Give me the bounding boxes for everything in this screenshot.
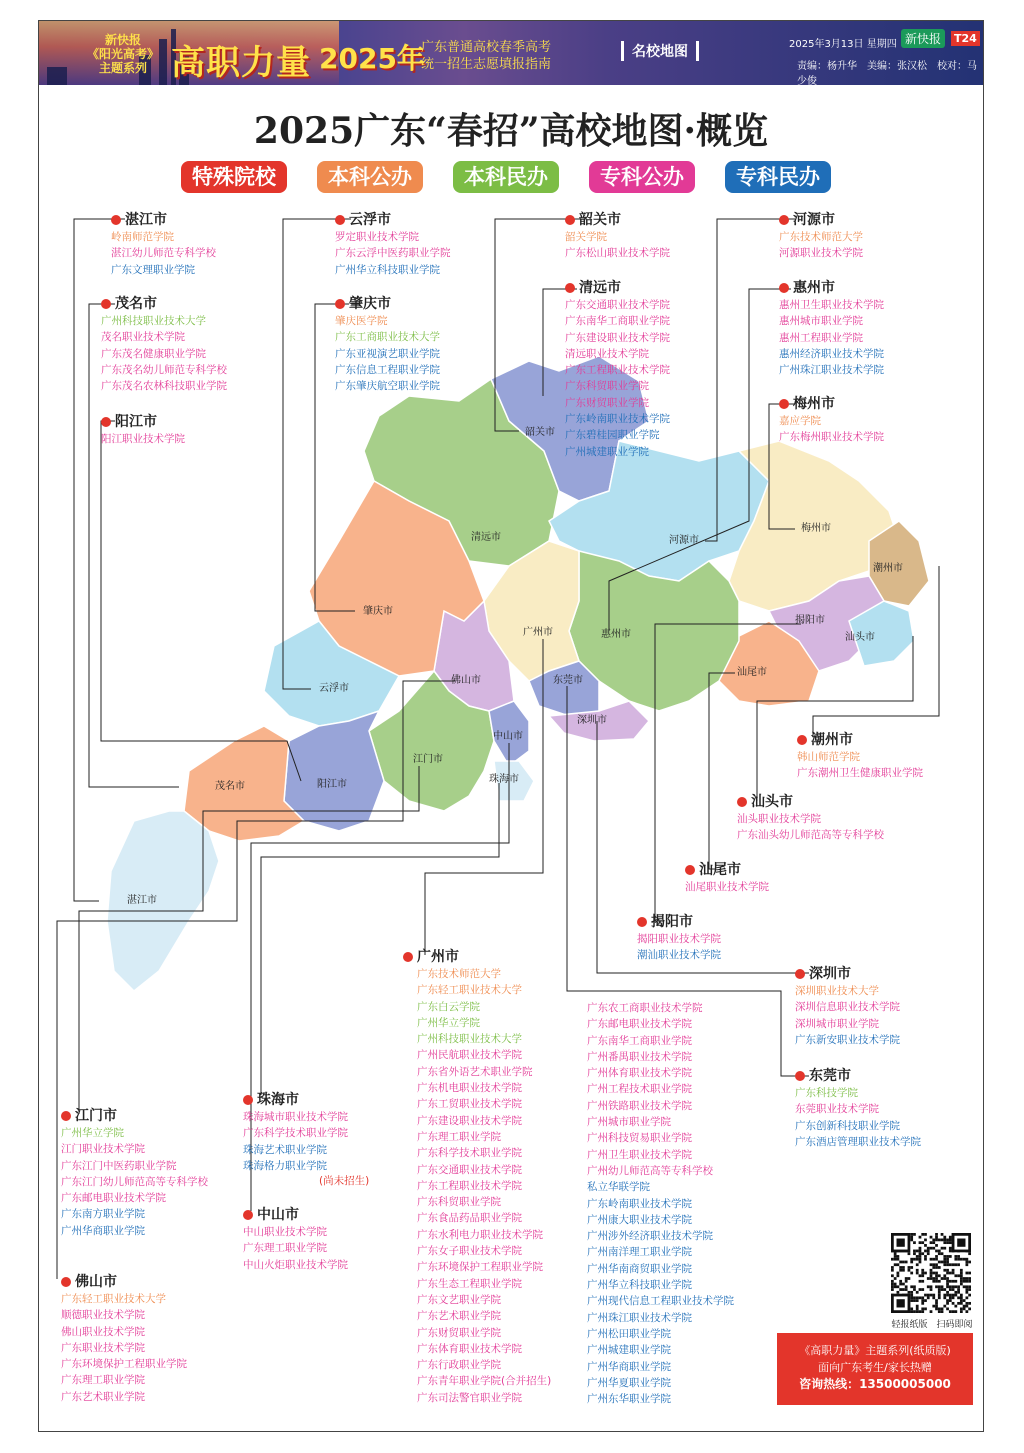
- school-item: 广州幼儿师范高等专科学校: [587, 1164, 713, 1177]
- school-item: 广东茂名农林科技职业学院: [101, 380, 227, 393]
- school-item: 广东碧桂园职业学院: [565, 429, 660, 442]
- school-item: 广州铁路职业技术学院: [587, 1099, 692, 1112]
- school-item: 广东茂名幼儿师范专科学校: [101, 363, 227, 376]
- school-item: 广东技术师范大学: [779, 231, 863, 243]
- school-item: 广州华立学院: [417, 1016, 480, 1029]
- masthead-subtitle: 广东普通高校春季高考 统一招生志愿填报指南: [421, 40, 552, 72]
- school-item: 广州华南商贸职业学院: [587, 1262, 692, 1275]
- school-item: 广东白云学院: [417, 1000, 480, 1013]
- school-item: 广东体育职业技术学院: [417, 1342, 522, 1355]
- city-name: 中山市: [241, 1206, 471, 1224]
- series-label: 新快报 《阳光高考》 主题系列: [86, 33, 159, 75]
- city-shanwei: [683, 861, 913, 895]
- school-item: 广州科技职业技术大学: [101, 315, 206, 327]
- region-zhanjiang: [107, 811, 219, 991]
- school-item: 广东潮州卫生健康职业学院: [797, 767, 923, 780]
- school-item: 广州华立学院: [61, 1127, 124, 1139]
- promo-box: [777, 1333, 973, 1405]
- school-item: 广东茂名健康职业学院: [101, 347, 206, 360]
- map-label-zhaoqing: 肇庆市: [363, 606, 393, 617]
- school-item: 惠州经济职业技术学院: [779, 347, 884, 360]
- school-item: 汕尾职业技术学院: [685, 881, 769, 893]
- school-item: 广东创新科技职业学院: [795, 1119, 900, 1132]
- school-item: 肇庆医学院: [335, 315, 388, 327]
- city-name: 揭阳市: [635, 913, 865, 931]
- school-item: 私立华联学院: [587, 1181, 650, 1194]
- city-name: 汕头市: [735, 793, 965, 811]
- school-item: 广东艺术职业学院: [61, 1390, 145, 1403]
- city-name: 肇庆市: [333, 295, 563, 313]
- school-item: 广东工贸职业技术学院: [417, 1098, 522, 1111]
- city-zhanjiang: [109, 211, 339, 278]
- school-item: 广东水利电力职业技术学院: [417, 1228, 543, 1241]
- city-foshan: [59, 1273, 289, 1405]
- school-item: 广州珠江职业技术学院: [779, 364, 884, 377]
- school-item: 深圳城市职业学院: [795, 1017, 879, 1030]
- legend-college-private: 专科民办: [725, 161, 831, 193]
- school-item: 韶关学院: [565, 231, 607, 243]
- city-name: 珠海市: [241, 1091, 471, 1109]
- school-item: 广东技术师范大学: [417, 968, 501, 980]
- school-item: 广州城建职业学院: [565, 445, 649, 458]
- city-heyuan: [777, 211, 984, 262]
- city-name: 广州市: [401, 948, 631, 966]
- city-name: 汕尾市: [683, 861, 913, 879]
- school-item: 广东江门幼儿师范高等专科学校: [61, 1175, 208, 1188]
- school-item: 珠海艺术职业学院: [243, 1143, 327, 1156]
- city-shenzhen: [793, 965, 984, 1048]
- school-item: 揭阳职业技术学院: [637, 933, 721, 945]
- school-item: 广州工程技术职业学院: [587, 1083, 692, 1096]
- school-item: 罗定职业技术学院: [335, 231, 419, 243]
- school-item: 广东生态工程职业学院: [417, 1277, 522, 1290]
- school-item: 广东环境保护工程职业学院: [417, 1261, 543, 1274]
- city-name: 惠州市: [777, 279, 984, 297]
- school-item: 惠州卫生职业技术学院: [779, 299, 884, 311]
- newspaper-page: [38, 20, 984, 1432]
- school-item: 广东江门中医药职业学院: [61, 1159, 177, 1172]
- school-item: 佛山职业技术学院: [61, 1325, 145, 1338]
- school-item: 清远职业技术学院: [565, 347, 649, 360]
- legend-college-public: 专科公办: [589, 161, 695, 193]
- school-item: 广东新安职业技术学院: [795, 1033, 900, 1046]
- school-item: 嘉应学院: [779, 415, 821, 427]
- map-label-jiangmen: 江门市: [413, 754, 443, 765]
- school-item: 广州南洋理工职业学院: [587, 1246, 692, 1259]
- promo-line1: 《高职力量》主题系列(纸质版): [799, 1344, 951, 1357]
- city-yunfu: [333, 211, 563, 278]
- school-item: 广东青年职业学院(合并招生): [417, 1375, 552, 1388]
- school-item: 广东交通职业技术学院: [417, 1163, 522, 1176]
- school-item: 广东酒店管理职业技术学院: [795, 1135, 921, 1148]
- school-item: 广东文艺职业学院: [417, 1293, 501, 1306]
- city-name: 河源市: [777, 211, 984, 229]
- school-item: 广州番禺职业技术学院: [587, 1050, 692, 1063]
- school-item: 广州体育职业技术学院: [587, 1067, 692, 1080]
- school-item: 湛江幼儿师范专科学校: [111, 247, 216, 260]
- school-item: 广东工商职业技术大学: [335, 331, 440, 344]
- school-item: 广东建设职业技术学院: [565, 331, 670, 344]
- school-item: 汕头职业技术学院: [737, 813, 821, 825]
- school-item: 韩山师范学院: [797, 751, 860, 763]
- school-item: 广东财贸职业学院: [565, 396, 649, 409]
- legend-undergrad-public: 本科公办: [317, 161, 423, 193]
- school-item: 广州康大职业技术学院: [587, 1213, 692, 1226]
- brand-year: 2025年: [319, 42, 425, 75]
- region-yangjiang: [284, 711, 384, 831]
- school-item: 广东工程职业技术学院: [417, 1179, 522, 1192]
- page-number: T24: [951, 31, 980, 46]
- qr-code[interactable]: [891, 1233, 971, 1313]
- school-item: 广东行政职业学院: [417, 1359, 501, 1372]
- school-item: 广东信息工程职业学院: [335, 363, 440, 376]
- map-label-heyuan: 河源市: [669, 535, 699, 546]
- school-item: 广东科技学院: [795, 1087, 858, 1099]
- school-item: 广东交通职业技术学院: [565, 299, 670, 311]
- issue-date: 2025年3月13日 星期四: [789, 39, 897, 50]
- map-label-shanwei: 汕尾市: [737, 667, 767, 678]
- school-item: 广州城市职业学院: [587, 1116, 671, 1129]
- map-label-dongguan: 东莞市: [553, 675, 583, 686]
- city-name: 潮州市: [795, 731, 984, 749]
- school-item: 广东南华工商职业学院: [565, 315, 670, 328]
- school-item: 广东松山职业技术学院: [565, 247, 670, 260]
- map-label-zhongshan: 中山市: [493, 731, 523, 742]
- school-item: 岭南师范学院: [111, 231, 174, 243]
- city-name: 东莞市: [793, 1067, 984, 1085]
- school-item: 中山火炬职业技术学院: [243, 1258, 348, 1271]
- school-item: 阳江职业技术学院: [101, 433, 185, 445]
- school-item: 广东艺术职业学院: [417, 1310, 501, 1323]
- city-zhaoqing: [333, 295, 563, 394]
- city-meizhou: [777, 395, 984, 446]
- school-item: 广州华立科技职业学院: [587, 1279, 692, 1292]
- school-item: 珠海城市职业技术学院: [243, 1111, 348, 1123]
- city-name: 茂名市: [99, 295, 329, 313]
- city-name: 佛山市: [59, 1273, 289, 1291]
- school-item: 广州卫生职业技术学院: [587, 1148, 692, 1161]
- school-item: 广东职业技术学院: [61, 1341, 145, 1354]
- page-title: 2025广东“春招”高校地图·概览: [253, 110, 769, 152]
- map-label-qingyuan: 清远市: [471, 532, 501, 543]
- map-label-zhanjiang: 湛江市: [127, 895, 157, 906]
- brand-title: 高职力量: [171, 43, 311, 83]
- school-item: 顺德职业技术学院: [61, 1309, 145, 1322]
- school-item: 广州科技贸易职业学院: [587, 1132, 692, 1145]
- school-item: 广东亚视演艺职业学院: [335, 347, 440, 360]
- school-item: 广州科技职业技术大学: [417, 1033, 522, 1046]
- school-item: 中山职业技术学院: [243, 1226, 327, 1238]
- school-item: 广州华商职业学院: [587, 1360, 671, 1373]
- school-item: 广东梅州职业技术学院: [779, 431, 884, 444]
- city-name: 梅州市: [777, 395, 984, 413]
- school-item: 广州华商职业学院: [61, 1224, 145, 1237]
- map-label-huizhou: 惠州市: [601, 629, 631, 640]
- city-name: 湛江市: [109, 211, 339, 229]
- school-item: 惠州工程职业学院: [779, 331, 863, 344]
- paper-logo: 新快报: [901, 29, 945, 48]
- map-label-foshan: 佛山市: [451, 675, 481, 686]
- map-label-chaozhou: 潮州市: [873, 563, 903, 574]
- school-item: 广州城建职业学院: [587, 1344, 671, 1357]
- city-name: 江门市: [59, 1107, 289, 1125]
- school-item: 惠州城市职业学院: [779, 315, 863, 328]
- school-item: 广东建设职业技术学院: [417, 1114, 522, 1127]
- school-item: 广东南方职业学院: [61, 1208, 145, 1221]
- school-item: 广州东华职业学院: [587, 1393, 671, 1406]
- city-qingyuan: [563, 279, 793, 460]
- school-item: 广州松田职业学院: [587, 1327, 671, 1340]
- school-item: 广东理工职业学院: [61, 1374, 145, 1387]
- guangzhou-list-col2: [587, 1000, 787, 1407]
- map-label-guangzhou: 广州市: [523, 627, 553, 638]
- school-item: 广东环境保护工程职业学院: [61, 1358, 187, 1371]
- school-item: 广东省外语艺术职业学院: [417, 1065, 533, 1078]
- zhuhai-note: (尚未招生): [319, 1175, 370, 1187]
- city-jiangmen: [59, 1107, 289, 1239]
- school-item: 广东司法警官职业学院: [417, 1391, 522, 1404]
- school-item: 河源职业技术学院: [779, 247, 863, 260]
- map-label-maoming: 茂名市: [215, 781, 245, 792]
- school-item: 广东食品药品职业学院: [417, 1212, 522, 1225]
- school-item: 广东南华工商职业学院: [587, 1034, 692, 1047]
- city-name: 阳江市: [99, 413, 329, 431]
- promo-line2: 面向广东考生/家长热赠: [818, 1361, 932, 1374]
- legend-special: 特殊院校: [181, 161, 287, 193]
- city-chaozhou: [795, 731, 984, 782]
- city-guangzhou: [401, 948, 631, 966]
- school-item: 广东女子职业技术学院: [417, 1245, 522, 1258]
- map-label-yunfu: 云浮市: [319, 683, 349, 694]
- school-item: 广东邮电职业技术学院: [587, 1018, 692, 1031]
- city-name: 韶关市: [563, 211, 793, 229]
- city-huizhou: [777, 279, 984, 378]
- school-item: 广州华立科技职业学院: [335, 263, 440, 276]
- school-item: 茂名职业技术学院: [101, 331, 185, 344]
- school-item: 广东云浮中医药职业学院: [335, 247, 451, 260]
- school-item: 东莞职业技术学院: [795, 1103, 879, 1116]
- school-item: 深圳信息职业技术学院: [795, 1001, 900, 1014]
- school-item: 广东工程职业技术学院: [565, 364, 670, 377]
- school-item: 广东岭南职业技术学院: [565, 413, 670, 426]
- school-item: 珠海格力职业学院: [243, 1159, 327, 1172]
- school-item: 广东财贸职业学院: [417, 1326, 501, 1339]
- school-item: 广州华夏职业学院: [587, 1376, 671, 1389]
- school-item: 广州珠江职业技术学院: [587, 1311, 692, 1324]
- school-item: 潮汕职业技术学院: [637, 949, 721, 962]
- school-item: 广州现代信息工程职业技术学院: [587, 1295, 734, 1308]
- school-item: 广东理工职业学院: [243, 1242, 327, 1255]
- school-item: 广东理工职业学院: [417, 1130, 501, 1143]
- school-item: 深圳职业技术大学: [795, 985, 879, 997]
- school-item: 广东科学技术职业学院: [243, 1127, 348, 1140]
- map-label-zhuhai: 珠海市: [489, 774, 519, 785]
- city-yangjiang: [99, 413, 329, 447]
- city-dongguan: [793, 1067, 984, 1150]
- map-label-shantou: 汕头市: [845, 632, 875, 643]
- school-item: 广东邮电职业技术学院: [61, 1192, 166, 1205]
- qr-caption: 轻报纸版 扫码即阅: [891, 1320, 973, 1330]
- school-item: 广东轻工职业技术大学: [417, 984, 522, 997]
- map-label-shaoguan: 韶关市: [525, 427, 555, 438]
- school-item: 广东肇庆航空职业学院: [335, 380, 440, 393]
- school-item: 江门职业技术学院: [61, 1143, 145, 1156]
- school-item: 广东机电职业技术学院: [417, 1082, 522, 1095]
- map-label-meizhou: 梅州市: [801, 523, 831, 534]
- map-label-shenzhen: 深圳市: [577, 715, 607, 726]
- school-item: 广东农工商职业技术学院: [587, 1002, 703, 1014]
- school-item: 广东汕头幼儿师范高等专科学校: [737, 829, 884, 842]
- map-label-jieyang: 揭阳市: [795, 615, 825, 626]
- school-item: 广东科贸职业学院: [417, 1196, 501, 1209]
- city-shaoguan: [563, 211, 793, 262]
- school-item: 广州民航职业技术学院: [417, 1049, 522, 1062]
- school-item: 广东科学技术职业学院: [417, 1147, 522, 1160]
- staff-credits: 责编：杨升华 美编：张汉松 校对：马少俊: [797, 61, 977, 85]
- school-item: 广东岭南职业技术学院: [587, 1197, 692, 1210]
- city-maoming: [99, 295, 329, 394]
- city-name: 深圳市: [793, 965, 984, 983]
- legend-undergrad-private: 本科民办: [453, 161, 559, 193]
- city-shantou: [735, 793, 965, 844]
- school-item: 广州涉外经济职业技术学院: [587, 1230, 713, 1243]
- map-label-yangjiang: 阳江市: [317, 779, 347, 790]
- section-name: 名校地图: [621, 41, 699, 61]
- city-jieyang: [635, 913, 865, 964]
- school-item: 广东文理职业学院: [111, 263, 195, 276]
- city-name: 清远市: [563, 279, 793, 297]
- school-item: 广东轻工职业技术大学: [61, 1293, 166, 1305]
- promo-hotline: 咨询热线：13500005000: [799, 1377, 951, 1391]
- school-item: 广东科贸职业学院: [565, 380, 649, 393]
- city-name: 云浮市: [333, 211, 563, 229]
